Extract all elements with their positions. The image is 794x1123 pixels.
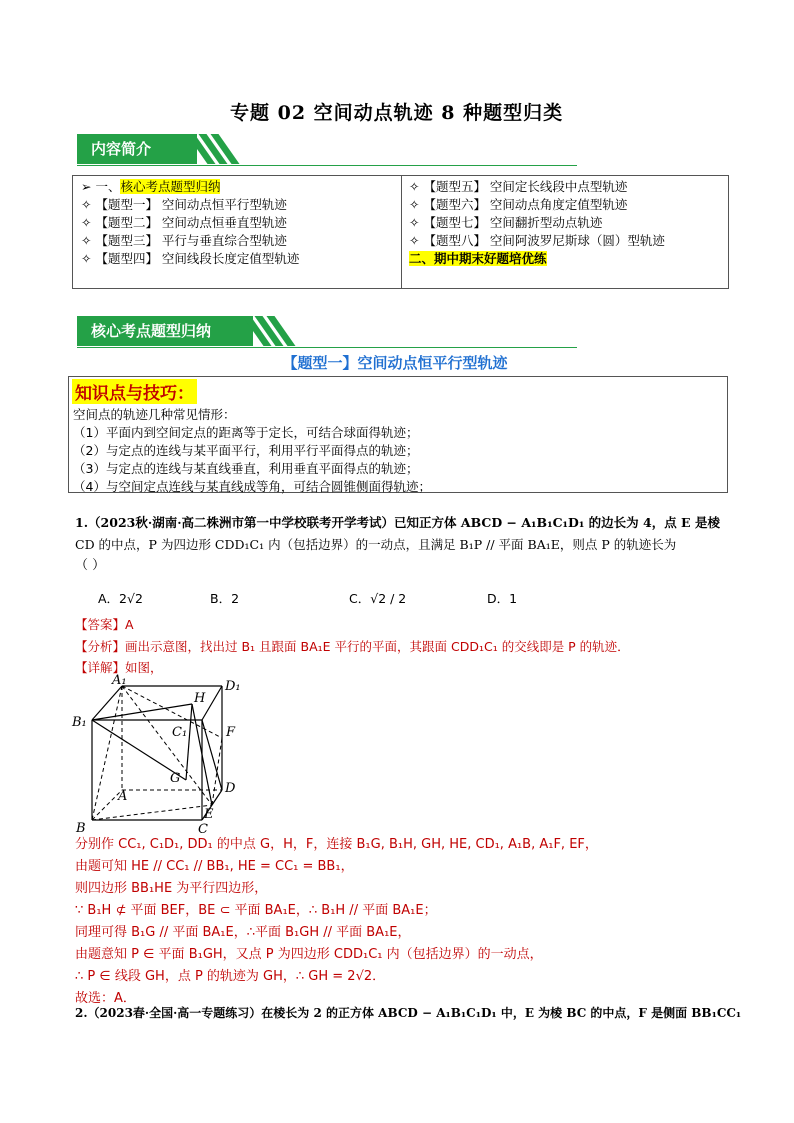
- contents-left-column: [81, 178, 299, 268]
- toc-divider: [401, 176, 402, 288]
- label-e: E: [204, 807, 214, 822]
- toc-item[interactable]: ✧ 【题型三】 平行与垂直综合型轨迹: [81, 233, 287, 248]
- toc-item[interactable]: ✧ 【题型六】 空间动点角度定值型轨迹: [409, 197, 628, 212]
- contents-table: [72, 175, 729, 289]
- toc-item[interactable]: ✧ 【题型七】 空间翻折型动点轨迹: [409, 215, 603, 230]
- solution-line: 故选：A．: [75, 991, 136, 1006]
- knowledge-line: （3）与定点的连线与某直线垂直，利用垂直平面得点的轨迹；: [73, 461, 419, 476]
- label-c: C: [198, 822, 208, 834]
- choice-b[interactable]: B．2: [210, 591, 240, 606]
- analysis-text: 【分析】画出示意图，找出过 B₁ 且跟面 BA₁E 平行的平面，其跟面 CDD₁C₁ 的交线即是 P 的轨迹．: [75, 639, 630, 654]
- detail-label: 【详解】如图，: [75, 660, 163, 675]
- knowledge-box: [68, 376, 728, 493]
- choice-c[interactable]: C．√2 / 2: [349, 591, 407, 606]
- label-a1: A₁: [112, 673, 127, 688]
- label-d1: D₁: [225, 679, 241, 694]
- cube-figure: [70, 672, 250, 834]
- question-1-line-3: （ ）: [75, 558, 106, 573]
- intro-bar-label: 内容简介: [77, 134, 197, 164]
- toc-item[interactable]: ➢ 一、核心考点题型归纳: [81, 179, 221, 194]
- label-c1: C₁: [172, 725, 188, 740]
- core-section-bar: [77, 316, 577, 346]
- question-1-line-2: CD 的中点，P 为四边形 CDD₁C₁ 内（包括边界）的一动点，且满足 B₁P // 平面 BA₁E，则点 P 的轨迹长为: [75, 537, 677, 552]
- section-title: 【题型一】空间动点恒平行型轨迹: [282, 354, 508, 372]
- solution-line: ∵ B₁H ⊄ 平面 BEF，BE ⊂ 平面 BA₁E，∴ B₁H // 平面 BA₁E；: [75, 903, 437, 918]
- answer-label: 【答案】A: [75, 617, 134, 632]
- question-2: 2.（2023春·全国·高一专题练习）在棱长为 2 的正方体 ABCD − A₁B₁C₁D₁ 中，E 为棱 BC 的中点，F 是侧面 BB₁CC₁: [75, 1006, 742, 1020]
- toc-item[interactable]: ✧ 【题型一】 空间动点恒平行型轨迹: [81, 197, 287, 212]
- knowledge-line: （2）与定点的连线与某平面平行，利用平行平面得点的轨迹；: [73, 443, 419, 458]
- solution-line: ∴ P ∈ 线段 GH，点 P 的轨迹为 GH，∴ GH = 2√2．: [75, 969, 386, 984]
- contents-right-column: [409, 178, 665, 268]
- bar-underline: [77, 347, 577, 348]
- page-title: 专题 02 空间动点轨迹 8 种题型归类: [230, 102, 564, 124]
- question-1-line-1: 1.（2023秋·湖南·高二株洲市第一中学校联考开学考试）已知正方体 ABCD − A₁B₁C₁D₁ 的边长为 4，点 E 是棱: [75, 515, 720, 530]
- solution-line: 则四边形 BB₁HE 为平行四边形，: [75, 881, 268, 896]
- knowledge-heading: 知识点与技巧：: [72, 379, 197, 404]
- toc-item[interactable]: ✧ 【题型二】 空间动点恒垂直型轨迹: [81, 215, 287, 230]
- label-a: A: [118, 789, 128, 804]
- toc-item[interactable]: ✧ 【题型五】 空间定长线段中点型轨迹: [409, 179, 628, 194]
- label-f: F: [226, 725, 236, 740]
- label-d: D: [225, 781, 236, 796]
- choice-a[interactable]: A．2√2: [98, 591, 143, 606]
- knowledge-line: （4）与空间定点连线与某直线成等角，可结合圆锥侧面得轨迹；: [73, 479, 431, 494]
- toc-item[interactable]: ✧ 【题型四】 空间线段长度定值型轨迹: [81, 251, 300, 266]
- solution-line: 由题意知 P ∈ 平面 B₁GH，又点 P 为四边形 CDD₁C₁ 内（包括边界）的一动点，: [75, 947, 543, 962]
- solution-line: 由题可知 HE // CC₁ // BB₁, HE = CC₁ = BB₁，: [75, 859, 354, 874]
- toc-item[interactable]: ✧ 【题型八】 空间阿波罗尼斯球（圆）型轨迹: [409, 233, 665, 248]
- bar-underline: [77, 165, 577, 166]
- solution-line: 分别作 CC₁, C₁D₁, DD₁ 的中点 G，H，F，连接 B₁G, B₁H, GH, HE, CD₁, A₁B, A₁F, EF，: [75, 837, 598, 852]
- label-b1: B₁: [72, 715, 87, 730]
- knowledge-line: 空间点的轨迹几种常见情形：: [73, 407, 236, 422]
- label-g: G: [170, 771, 181, 786]
- core-bar-label: 核心考点题型归纳: [77, 316, 253, 346]
- toc-item[interactable]: 二、期中期末好题培优练: [409, 251, 547, 266]
- choice-d[interactable]: D．1: [487, 591, 518, 606]
- label-b: B: [76, 821, 86, 834]
- intro-section-bar: [77, 134, 577, 164]
- solution-block: [75, 834, 725, 1010]
- label-h: H: [194, 691, 206, 706]
- solution-line: 同理可得 B₁G // 平面 BA₁E，∴平面 B₁GH // 平面 BA₁E，: [75, 925, 411, 940]
- knowledge-line: （1）平面内到空间定点的距离等于定长，可结合球面得轨迹；: [73, 425, 419, 440]
